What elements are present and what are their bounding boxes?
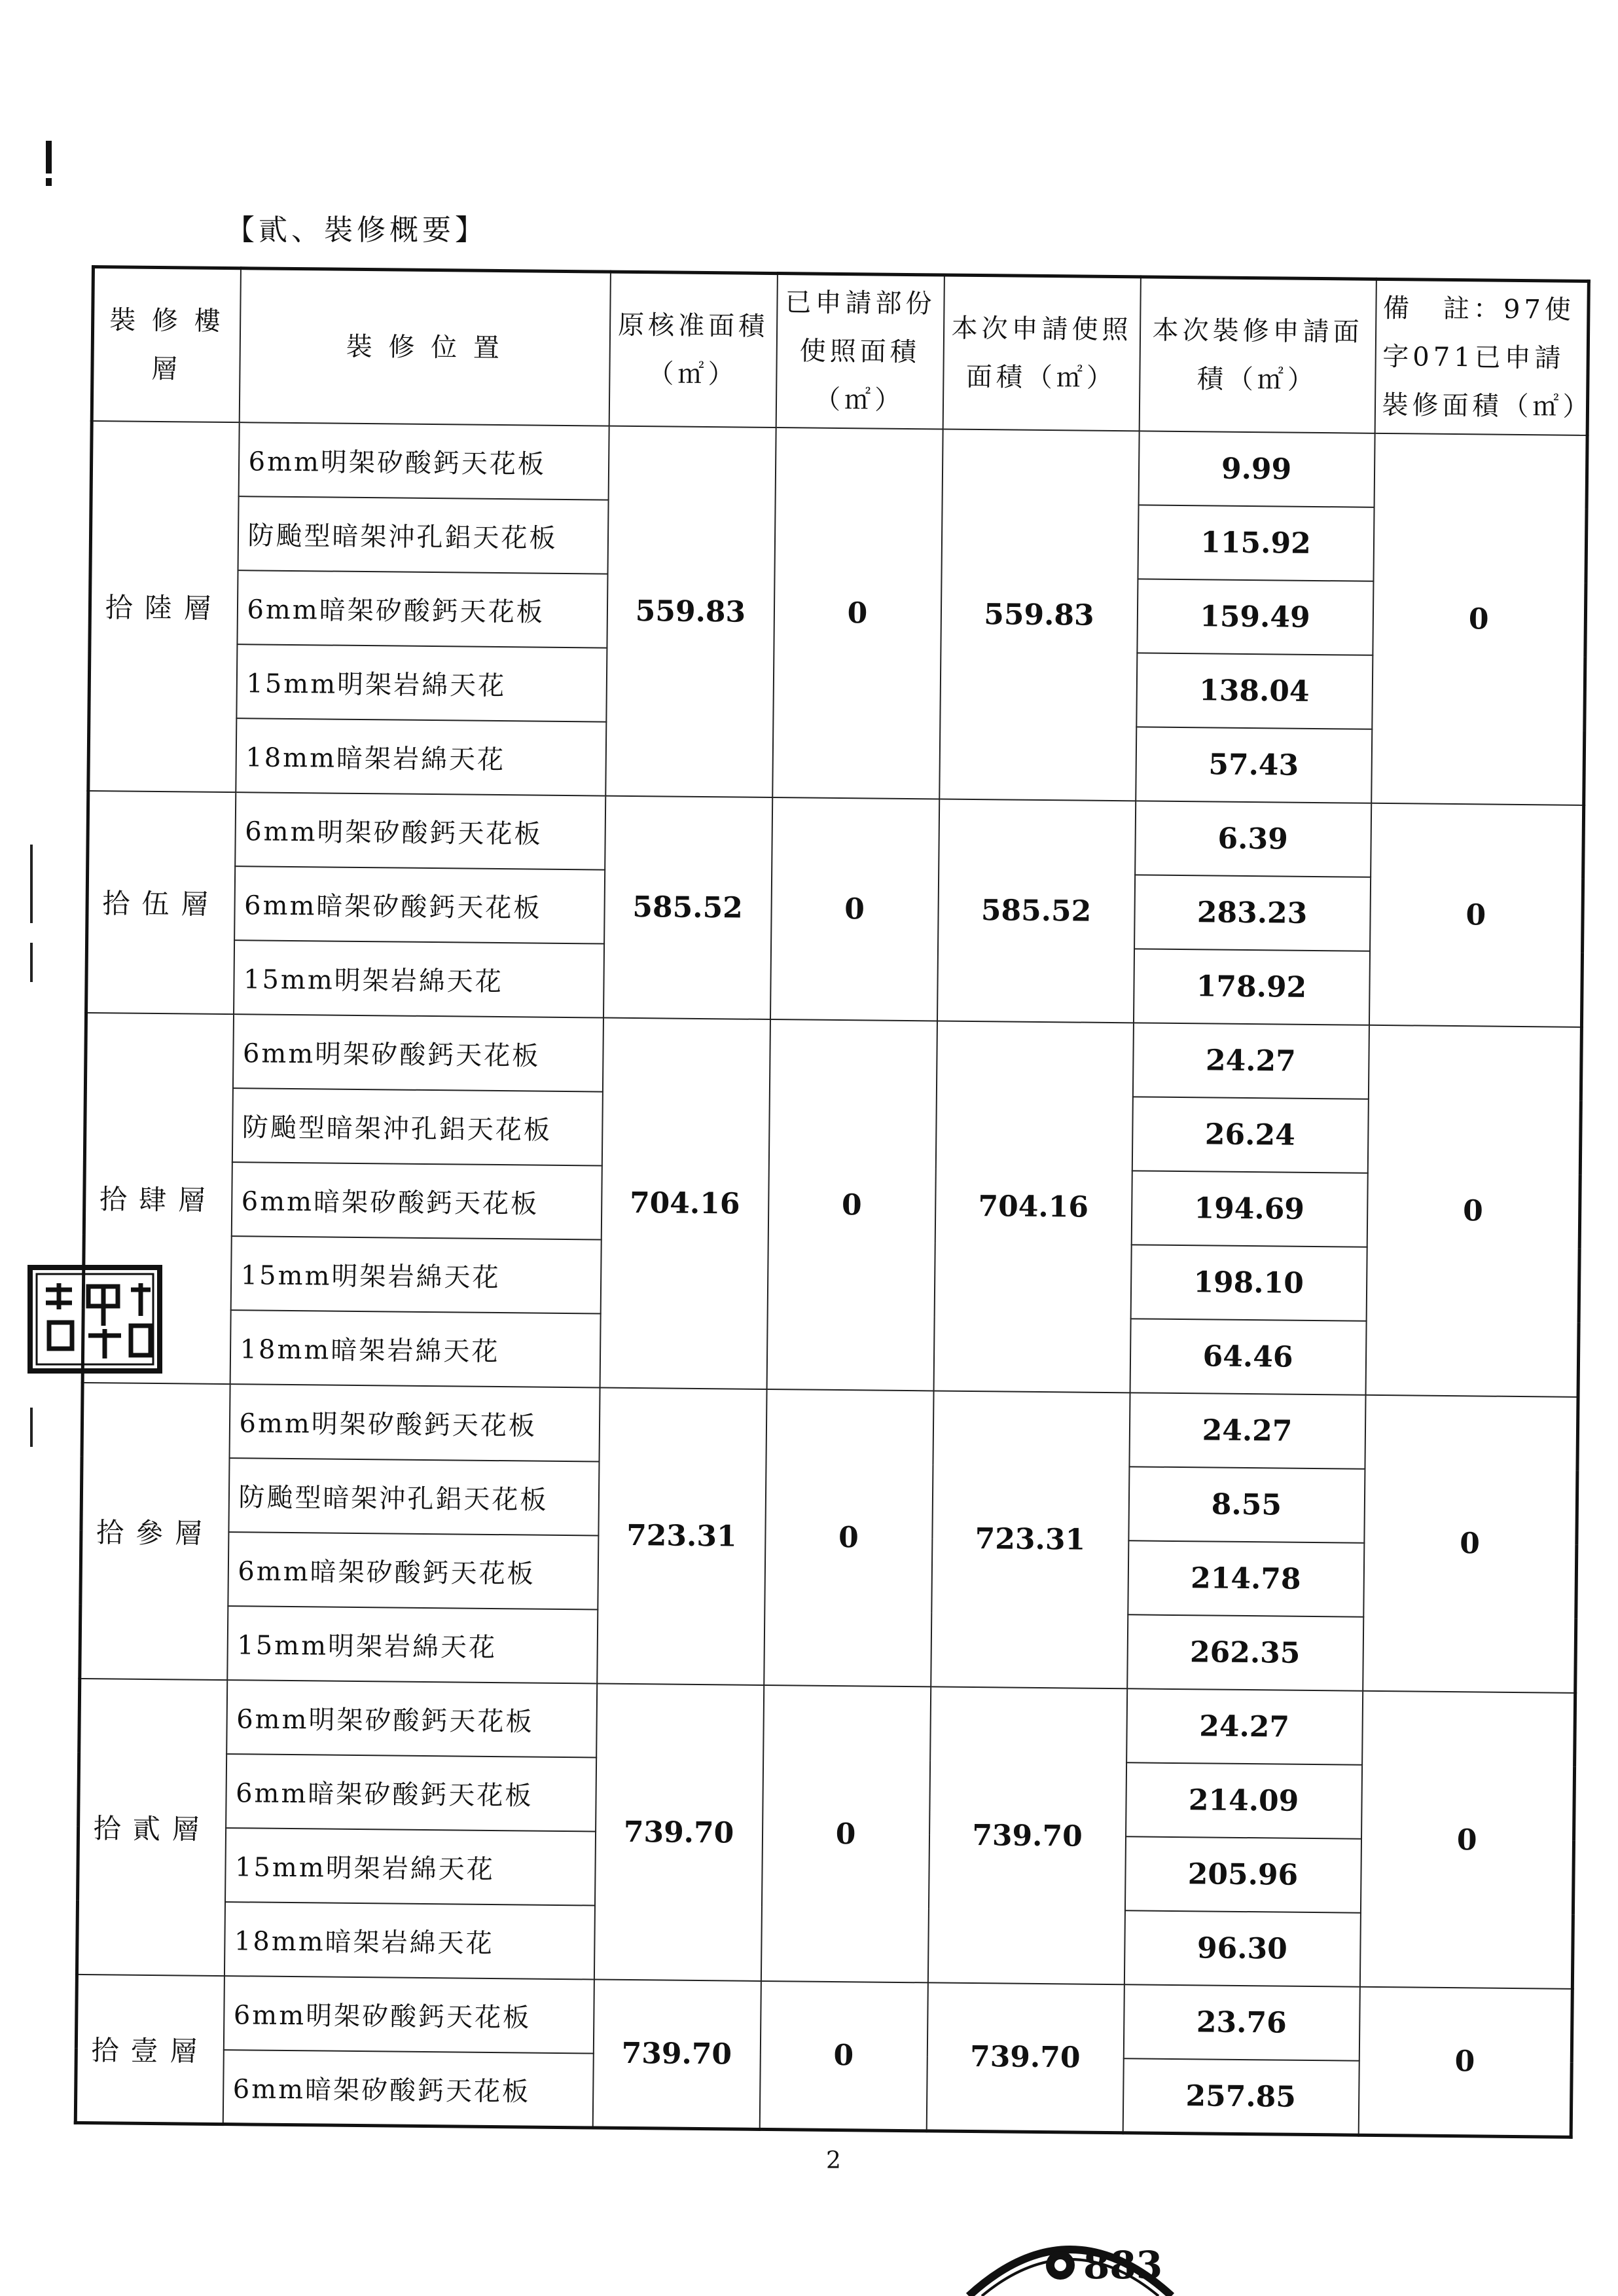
- floor-cell: 拾壹層: [75, 1975, 224, 2124]
- renovation-area-cell: 96.30: [1124, 1910, 1360, 1986]
- original-area-cell: 559.83: [605, 426, 776, 797]
- position-cell: 6mm暗架矽酸鈣天花板: [226, 1754, 596, 1831]
- section-title: 【貳、裝修概要】: [226, 213, 488, 247]
- previous-applied-cell: 0: [761, 1685, 930, 1983]
- renovation-area-cell: 23.76: [1123, 1984, 1359, 2060]
- table-header-row: [92, 267, 1589, 435]
- renovation-area-cell: 178.92: [1133, 949, 1369, 1025]
- position-cell: 15mm明架岩綿天花: [227, 1606, 598, 1683]
- note-cell: 0: [1358, 1987, 1572, 2137]
- renovation-area-cell: 138.04: [1136, 653, 1373, 729]
- scan-edge-mark: [30, 845, 33, 923]
- position-cell: 18mm暗架岩綿天花: [230, 1310, 600, 1387]
- position-cell: 6mm明架矽酸鈣天花板: [229, 1384, 600, 1461]
- renovation-area-cell: 26.24: [1132, 1097, 1368, 1173]
- position-cell: 6mm明架矽酸鈣天花板: [223, 1976, 594, 2053]
- header-position: 裝 修 位 置: [239, 268, 610, 426]
- current-license-cell: 739.70: [926, 1983, 1124, 2133]
- position-cell: 6mm暗架矽酸鈣天花板: [223, 2050, 593, 2128]
- table-body: [75, 421, 1587, 2138]
- current-license-cell: 723.31: [931, 1391, 1130, 1688]
- floor-cell: 拾伍層: [86, 791, 236, 1014]
- current-license-cell: 585.52: [937, 799, 1135, 1023]
- current-license-cell: 704.16: [933, 1021, 1133, 1393]
- position-cell: 15mm明架岩綿天花: [230, 1236, 601, 1313]
- floor-cell: 拾貳層: [77, 1679, 226, 1976]
- renovation-area-cell: 214.78: [1128, 1540, 1364, 1616]
- floor-cell: 拾肆層: [82, 1013, 233, 1384]
- position-cell: 防颱型暗架沖孔鋁天花板: [232, 1088, 602, 1165]
- position-cell: 6mm明架矽酸鈣天花板: [232, 1014, 603, 1091]
- previous-applied-cell: 0: [764, 1389, 933, 1687]
- header-current-license: 本次申請使照面積（㎡）: [943, 275, 1140, 431]
- table-row: [82, 1383, 1578, 1471]
- renovation-area-cell: 115.92: [1138, 505, 1374, 581]
- note-cell: 0: [1369, 803, 1583, 1027]
- renovation-area-cell: 214.09: [1126, 1762, 1362, 1838]
- original-area-cell: 723.31: [597, 1387, 766, 1685]
- renovation-area-cell: 24.27: [1126, 1688, 1363, 1764]
- scan-edge-mark: [30, 1408, 33, 1447]
- position-cell: 15mm明架岩綿天花: [234, 940, 604, 1017]
- page-number: 2: [826, 2147, 841, 2174]
- scan-edge-mark: [30, 943, 33, 982]
- position-cell: 6mm暗架矽酸鈣天花板: [234, 866, 605, 943]
- original-area-cell: 739.70: [592, 1980, 761, 2130]
- previous-applied-cell: 0: [772, 428, 943, 799]
- renovation-area-cell: 57.43: [1136, 727, 1372, 803]
- previous-applied-cell: 0: [770, 797, 939, 1021]
- previous-applied-cell: 0: [759, 1981, 927, 2131]
- position-cell: 6mm明架矽酸鈣天花板: [238, 422, 609, 500]
- table-row: [88, 791, 1584, 879]
- renovation-area-cell: 257.85: [1123, 2058, 1359, 2135]
- original-area-cell: 704.16: [600, 1017, 770, 1389]
- current-license-cell: 739.70: [927, 1686, 1126, 1984]
- position-cell: 15mm明架岩綿天花: [236, 644, 607, 721]
- note-cell: 0: [1365, 1025, 1581, 1397]
- table-row: [85, 1013, 1581, 1101]
- svg-text:883: 883: [1083, 2243, 1163, 2287]
- position-cell: 18mm暗架岩綿天花: [224, 1902, 594, 1979]
- current-license-cell: 559.83: [939, 429, 1139, 801]
- position-cell: 防颱型暗架沖孔鋁天花板: [238, 496, 608, 574]
- renovation-area-cell: 9.99: [1138, 431, 1375, 507]
- table-row: [76, 1975, 1572, 2063]
- renovation-area-cell: 205.96: [1124, 1836, 1361, 1912]
- floor-cell: 拾參層: [80, 1383, 230, 1680]
- position-cell: 6mm暗架矽酸鈣天花板: [231, 1162, 602, 1239]
- scan-mark: [46, 141, 52, 173]
- renovation-summary-sheet: [74, 265, 1593, 2139]
- header-original-area: 原核准面積（㎡）: [609, 272, 777, 427]
- note-cell: 0: [1363, 1395, 1578, 1693]
- renovation-area-cell: 159.49: [1137, 579, 1373, 655]
- position-cell: 6mm明架矽酸鈣天花板: [226, 1680, 597, 1757]
- renovation-area-cell: 283.23: [1134, 875, 1371, 951]
- scan-mark-dot: [46, 178, 52, 186]
- position-cell: 防颱型暗架沖孔鋁天花板: [228, 1458, 599, 1535]
- original-area-cell: 585.52: [603, 795, 772, 1019]
- header-previous-applied: 已申請部份使照面積（㎡）: [776, 274, 944, 429]
- position-cell: 6mm暗架矽酸鈣天花板: [237, 570, 607, 647]
- header-floor: 裝 修 樓 層: [92, 267, 240, 422]
- original-area-cell: 739.70: [594, 1684, 763, 1982]
- floor-cell: 拾陸層: [88, 421, 239, 792]
- bottom-stamp: [962, 2216, 1178, 2296]
- header-current-renovation: 本次裝修申請面積（㎡）: [1139, 277, 1376, 433]
- seal-stamp: [26, 1264, 164, 1375]
- table-row: [91, 421, 1587, 509]
- position-cell: 6mm暗架矽酸鈣天花板: [228, 1532, 598, 1609]
- renovation-area-cell: 262.35: [1127, 1614, 1363, 1690]
- renovation-area-cell: 6.39: [1135, 801, 1371, 877]
- renovation-area-cell: 64.46: [1130, 1319, 1366, 1394]
- renovation-area-cell: 24.27: [1129, 1393, 1365, 1468]
- previous-applied-cell: 0: [766, 1019, 937, 1391]
- position-cell: 18mm暗架岩綿天花: [236, 718, 606, 795]
- renovation-area-cell: 198.10: [1130, 1245, 1367, 1321]
- position-cell: 6mm明架矽酸鈣天花板: [235, 792, 605, 869]
- note-cell: 0: [1371, 433, 1587, 805]
- renovation-area-cell: 8.55: [1128, 1467, 1365, 1542]
- table-row: [79, 1679, 1575, 1767]
- position-cell: 15mm明架岩綿天花: [225, 1828, 596, 1905]
- header-note: 備 註：97使字071已申請裝修面積（㎡）: [1375, 279, 1589, 435]
- note-cell: 0: [1359, 1691, 1575, 1989]
- renovation-summary-table: [74, 265, 1591, 2139]
- renovation-area-cell: 194.69: [1131, 1171, 1367, 1247]
- renovation-area-cell: 24.27: [1132, 1023, 1369, 1099]
